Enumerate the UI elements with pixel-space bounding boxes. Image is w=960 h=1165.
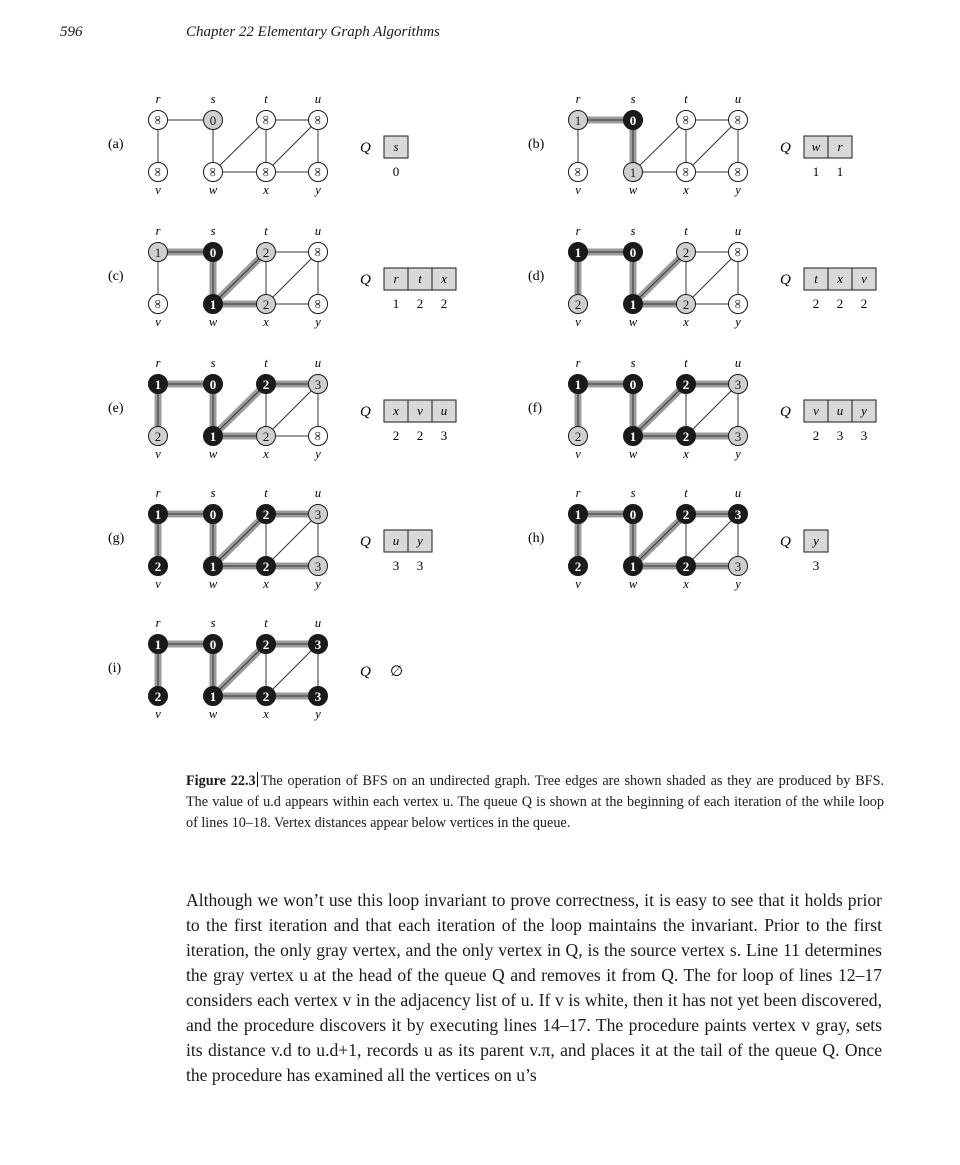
- edge-x-u: [266, 384, 318, 436]
- vertex-name-u: u: [314, 224, 322, 238]
- vertex-distance-v: 2: [154, 689, 162, 704]
- queue-distance: 2: [836, 296, 844, 311]
- graph-svg: [108, 346, 448, 466]
- vertex-distance-y: 3: [734, 429, 742, 444]
- vertex-distance-w: 1: [629, 165, 637, 180]
- edge-x-u: [686, 384, 738, 436]
- edge-x-u: [266, 120, 318, 172]
- queue-distance: 3: [836, 428, 844, 443]
- queue-symbol: Q: [780, 272, 791, 288]
- vertex-name-y: y: [315, 707, 321, 721]
- vertex-distance-s: 0: [629, 113, 637, 128]
- queue-item-r: r: [393, 271, 399, 286]
- edge-x-u: [266, 252, 318, 304]
- vertex-distance-v: ∞: [151, 299, 166, 309]
- vertex-distance-y: ∞: [311, 431, 326, 441]
- figure-caption: [186, 771, 884, 834]
- vertex-name-x: x: [263, 183, 269, 197]
- vertex-name-s: s: [210, 486, 216, 500]
- vertex-name-t: t: [684, 486, 688, 500]
- vertex-name-r: r: [155, 486, 161, 500]
- vertex-name-v: v: [155, 315, 161, 329]
- queue-item-x: x: [393, 403, 399, 418]
- queue-symbol: Q: [360, 534, 371, 550]
- queue-item-t: t: [418, 271, 422, 286]
- caption-text: The operation of BFS on an undirected graph. Tree edges are shown shaded as they are produced by BFS. The value of u.d appears within each vertex u. The queue Q is shown at the beginning of each iteration of the while loop of lines 10–18. Vertex distances appear below vertices in the queue.: [186, 773, 885, 831]
- vertex-distance-w: 1: [209, 559, 217, 574]
- queue-item-v: v: [861, 271, 867, 286]
- edge-x-u: [266, 644, 318, 696]
- vertex-name-t: t: [684, 356, 688, 370]
- panel-label: (c): [108, 269, 124, 284]
- figure-label: Figure 22.3: [186, 773, 256, 789]
- vertex-name-v: v: [155, 183, 161, 197]
- vertex-name-s: s: [210, 92, 216, 106]
- edge-w-t: [633, 384, 686, 436]
- queue-distance: 3: [440, 428, 448, 443]
- vertex-distance-r: ∞: [151, 115, 166, 125]
- vertex-name-y: y: [315, 183, 321, 197]
- vertex-name-y: y: [315, 315, 321, 329]
- edge-x-u: [686, 252, 738, 304]
- vertex-name-r: r: [155, 616, 161, 630]
- vertex-distance-x: 2: [682, 559, 690, 574]
- queue-distance: 2: [392, 428, 400, 443]
- edge-w-t: [213, 514, 266, 566]
- edge-w-t: [213, 384, 266, 436]
- panel-d: [528, 214, 868, 334]
- queue-distance: 2: [812, 428, 820, 443]
- queue-item-u: u: [440, 403, 448, 418]
- vertex-name-s: s: [630, 356, 636, 370]
- queue-distance: 2: [416, 428, 424, 443]
- vertex-name-s: s: [630, 224, 636, 238]
- vertex-distance-x: 2: [262, 429, 270, 444]
- vertex-distance-w: 1: [629, 559, 637, 574]
- panel-label: (b): [528, 137, 545, 152]
- vertex-distance-t: 2: [262, 637, 270, 652]
- queue-item-v: v: [813, 403, 819, 418]
- vertex-distance-r: 1: [574, 245, 582, 260]
- queue-distance: 2: [812, 296, 820, 311]
- vertex-distance-s: 0: [209, 377, 217, 392]
- edge-x-u: [686, 514, 738, 566]
- vertex-name-u: u: [734, 356, 742, 370]
- vertex-distance-v: 2: [574, 559, 582, 574]
- vertex-distance-w: 1: [209, 429, 217, 444]
- vertex-name-u: u: [734, 224, 742, 238]
- vertex-name-v: v: [575, 577, 581, 591]
- vertex-distance-s: 0: [209, 245, 217, 260]
- vertex-distance-u: 3: [734, 507, 742, 522]
- vertex-name-x: x: [263, 707, 269, 721]
- vertex-name-w: w: [208, 707, 218, 721]
- vertex-name-r: r: [155, 224, 161, 238]
- vertex-distance-x: ∞: [259, 167, 274, 177]
- queue-empty-symbol: ∅: [390, 662, 404, 680]
- vertex-name-t: t: [264, 92, 268, 106]
- queue-item-v: v: [417, 403, 423, 418]
- vertex-distance-t: 2: [262, 245, 270, 260]
- queue-distance: 3: [392, 558, 400, 573]
- vertex-name-t: t: [264, 486, 268, 500]
- vertex-distance-t: 2: [682, 507, 690, 522]
- vertex-distance-r: 1: [154, 377, 162, 392]
- vertex-distance-x: 2: [682, 429, 690, 444]
- panel-label: (g): [108, 531, 125, 546]
- vertex-distance-y: ∞: [731, 299, 746, 309]
- vertex-name-r: r: [575, 356, 581, 370]
- vertex-name-y: y: [735, 315, 741, 329]
- vertex-distance-w: 1: [629, 429, 637, 444]
- vertex-distance-y: ∞: [311, 167, 326, 177]
- vertex-name-u: u: [734, 486, 742, 500]
- vertex-distance-t: 2: [682, 245, 690, 260]
- graph-svg: [528, 82, 858, 202]
- queue-distance: 3: [860, 428, 868, 443]
- vertex-distance-y: ∞: [311, 299, 326, 309]
- vertex-name-u: u: [734, 92, 742, 106]
- vertex-name-r: r: [575, 92, 581, 106]
- vertex-name-r: r: [155, 92, 161, 106]
- vertex-distance-s: 0: [629, 507, 637, 522]
- edge-x-u: [266, 514, 318, 566]
- queue-distance: 1: [812, 164, 820, 179]
- vertex-name-s: s: [210, 224, 216, 238]
- panel-h: [528, 476, 858, 596]
- panel-label: (h): [528, 531, 545, 546]
- vertex-distance-v: ∞: [571, 167, 586, 177]
- vertex-name-r: r: [575, 224, 581, 238]
- queue-distance: 2: [416, 296, 424, 311]
- vertex-name-x: x: [683, 183, 689, 197]
- vertex-name-s: s: [210, 356, 216, 370]
- vertex-distance-t: 2: [682, 377, 690, 392]
- vertex-name-u: u: [314, 356, 322, 370]
- queue-item-y: y: [417, 533, 423, 548]
- running-header: Chapter 22 Elementary Graph Algorithms: [186, 24, 440, 40]
- graph-svg: [528, 346, 868, 466]
- panel-c: [108, 214, 448, 334]
- panel-label: (d): [528, 269, 545, 284]
- vertex-distance-y: 3: [314, 559, 322, 574]
- vertex-distance-x: 2: [682, 297, 690, 312]
- vertex-name-y: y: [735, 183, 741, 197]
- queue-distance: 1: [836, 164, 844, 179]
- vertex-distance-u: ∞: [311, 247, 326, 257]
- vertex-name-t: t: [264, 224, 268, 238]
- vertex-distance-t: ∞: [259, 115, 274, 125]
- vertex-name-w: w: [628, 577, 638, 591]
- queue-item-w: w: [811, 139, 821, 154]
- edge-w-t: [213, 120, 266, 172]
- edge-x-u: [686, 120, 738, 172]
- vertex-distance-w: 1: [629, 297, 637, 312]
- panel-i: [108, 606, 438, 726]
- panel-label: (e): [108, 401, 124, 416]
- vertex-distance-r: 1: [574, 377, 582, 392]
- vertex-distance-s: 0: [629, 377, 637, 392]
- vertex-distance-u: 3: [314, 507, 322, 522]
- vertex-name-u: u: [314, 92, 322, 106]
- panel-label: (f): [528, 401, 542, 416]
- vertex-distance-r: 1: [154, 507, 162, 522]
- vertex-name-u: u: [314, 486, 322, 500]
- panel-label: (a): [108, 137, 124, 152]
- vertex-name-t: t: [684, 92, 688, 106]
- graph-svg: [528, 214, 868, 334]
- queue-item-x: x: [441, 271, 447, 286]
- vertex-distance-r: 1: [574, 113, 582, 128]
- vertex-distance-v: 2: [574, 429, 582, 444]
- vertex-name-r: r: [155, 356, 161, 370]
- vertex-name-w: w: [628, 183, 638, 197]
- vertex-distance-v: ∞: [151, 167, 166, 177]
- vertex-name-w: w: [208, 447, 218, 461]
- vertex-name-v: v: [575, 447, 581, 461]
- vertex-name-x: x: [263, 315, 269, 329]
- vertex-name-v: v: [155, 447, 161, 461]
- vertex-distance-r: 1: [574, 507, 582, 522]
- vertex-distance-u: ∞: [731, 115, 746, 125]
- vertex-distance-u: ∞: [731, 247, 746, 257]
- vertex-distance-w: 1: [209, 297, 217, 312]
- queue-item-y: y: [813, 533, 819, 548]
- queue-symbol: Q: [780, 140, 791, 156]
- panel-a: [108, 82, 438, 202]
- vertex-name-x: x: [263, 577, 269, 591]
- vertex-distance-y: 3: [734, 559, 742, 574]
- vertex-distance-u: ∞: [311, 115, 326, 125]
- vertex-name-w: w: [628, 447, 638, 461]
- vertex-name-r: r: [575, 486, 581, 500]
- vertex-distance-s: 0: [209, 507, 217, 522]
- graph-svg: [108, 214, 448, 334]
- vertex-distance-u: 3: [314, 637, 322, 652]
- queue-symbol: Q: [360, 404, 371, 420]
- vertex-distance-v: 2: [154, 559, 162, 574]
- vertex-distance-u: 3: [734, 377, 742, 392]
- vertex-distance-r: 1: [154, 637, 162, 652]
- vertex-distance-x: 2: [262, 297, 270, 312]
- panel-f: [528, 346, 868, 466]
- body-paragraph: Although we won’t use this loop invariant to prove correctness, it is easy to see that it holds prior to the first iteration and that each iteration of the loop maintains the invariant. Prior to the first iteration, the only gray vertex, and the only vertex in Q, is the source vertex s. Line 11 determines the gray vertex u at the head of the queue Q and removes it from Q. The for loop of lines 12–17 considers each vertex v in the adjacency list of u. If v is white, then it has not yet been discovered, and the procedure discovers it by executing lines 14–17. The procedure paints vertex v gray, sets its distance v.d to u.d+1, records u as its parent v.π, and places it at the tail of the queue Q. Once the procedure has examined all the vertices on u’s: [186, 890, 882, 1085]
- vertex-name-y: y: [735, 447, 741, 461]
- vertex-name-y: y: [735, 577, 741, 591]
- vertex-distance-v: 2: [574, 297, 582, 312]
- vertex-name-s: s: [630, 92, 636, 106]
- graph-svg: [108, 606, 438, 726]
- vertex-name-v: v: [155, 577, 161, 591]
- vertex-name-v: v: [155, 707, 161, 721]
- vertex-distance-s: 0: [209, 637, 217, 652]
- edge-w-t: [633, 514, 686, 566]
- vertex-distance-v: 2: [154, 429, 162, 444]
- queue-symbol: Q: [360, 272, 371, 288]
- graph-svg: [528, 476, 858, 596]
- vertex-name-w: w: [208, 577, 218, 591]
- edge-w-t: [633, 120, 686, 172]
- queue-item-x: x: [837, 271, 843, 286]
- vertex-distance-x: 2: [262, 559, 270, 574]
- vertex-distance-t: ∞: [679, 115, 694, 125]
- queue-item-s: s: [393, 139, 399, 154]
- vertex-name-v: v: [575, 183, 581, 197]
- panel-e: [108, 346, 448, 466]
- queue-distance: 2: [440, 296, 448, 311]
- queue-distance: 0: [392, 164, 400, 179]
- panel-b: [528, 82, 858, 202]
- vertex-name-w: w: [208, 183, 218, 197]
- queue-distance: 3: [812, 558, 820, 573]
- vertex-name-t: t: [264, 356, 268, 370]
- edge-w-t: [213, 644, 266, 696]
- vertex-name-u: u: [314, 616, 322, 630]
- graph-svg: [108, 476, 438, 596]
- vertex-distance-x: 2: [262, 689, 270, 704]
- vertex-distance-s: 0: [209, 113, 217, 128]
- queue-distance: 2: [860, 296, 868, 311]
- queue-distance: 1: [392, 296, 400, 311]
- vertex-name-x: x: [263, 447, 269, 461]
- text-cursor: [257, 772, 258, 787]
- vertex-name-x: x: [683, 315, 689, 329]
- vertex-distance-w: ∞: [206, 167, 221, 177]
- vertex-distance-w: 1: [209, 689, 217, 704]
- vertex-distance-r: 1: [154, 245, 162, 260]
- vertex-name-t: t: [264, 616, 268, 630]
- queue-item-t: t: [814, 271, 818, 286]
- graph-svg: [108, 82, 438, 202]
- vertex-distance-u: 3: [314, 377, 322, 392]
- vertex-name-x: x: [683, 447, 689, 461]
- vertex-name-t: t: [684, 224, 688, 238]
- queue-item-u: u: [836, 403, 844, 418]
- queue-symbol: Q: [780, 534, 791, 550]
- vertex-distance-x: ∞: [679, 167, 694, 177]
- vertex-name-s: s: [630, 486, 636, 500]
- queue-item-r: r: [837, 139, 843, 154]
- queue-item-y: y: [861, 403, 867, 418]
- queue-item-u: u: [392, 533, 400, 548]
- vertex-distance-t: 2: [262, 507, 270, 522]
- vertex-distance-s: 0: [629, 245, 637, 260]
- queue-symbol: Q: [360, 664, 371, 680]
- panel-label: (i): [108, 661, 122, 676]
- panel-g: [108, 476, 438, 596]
- vertex-distance-y: 3: [314, 689, 322, 704]
- edge-w-t: [633, 252, 686, 304]
- vertex-name-v: v: [575, 315, 581, 329]
- queue-symbol: Q: [780, 404, 791, 420]
- page-number: 596: [60, 24, 83, 40]
- vertex-name-w: w: [628, 315, 638, 329]
- vertex-distance-y: ∞: [731, 167, 746, 177]
- vertex-name-s: s: [210, 616, 216, 630]
- vertex-name-y: y: [315, 577, 321, 591]
- edge-w-t: [213, 252, 266, 304]
- queue-symbol: Q: [360, 140, 371, 156]
- vertex-name-w: w: [208, 315, 218, 329]
- vertex-name-x: x: [683, 577, 689, 591]
- vertex-name-y: y: [315, 447, 321, 461]
- body-text: [186, 888, 882, 1088]
- vertex-distance-t: 2: [262, 377, 270, 392]
- queue-distance: 3: [416, 558, 424, 573]
